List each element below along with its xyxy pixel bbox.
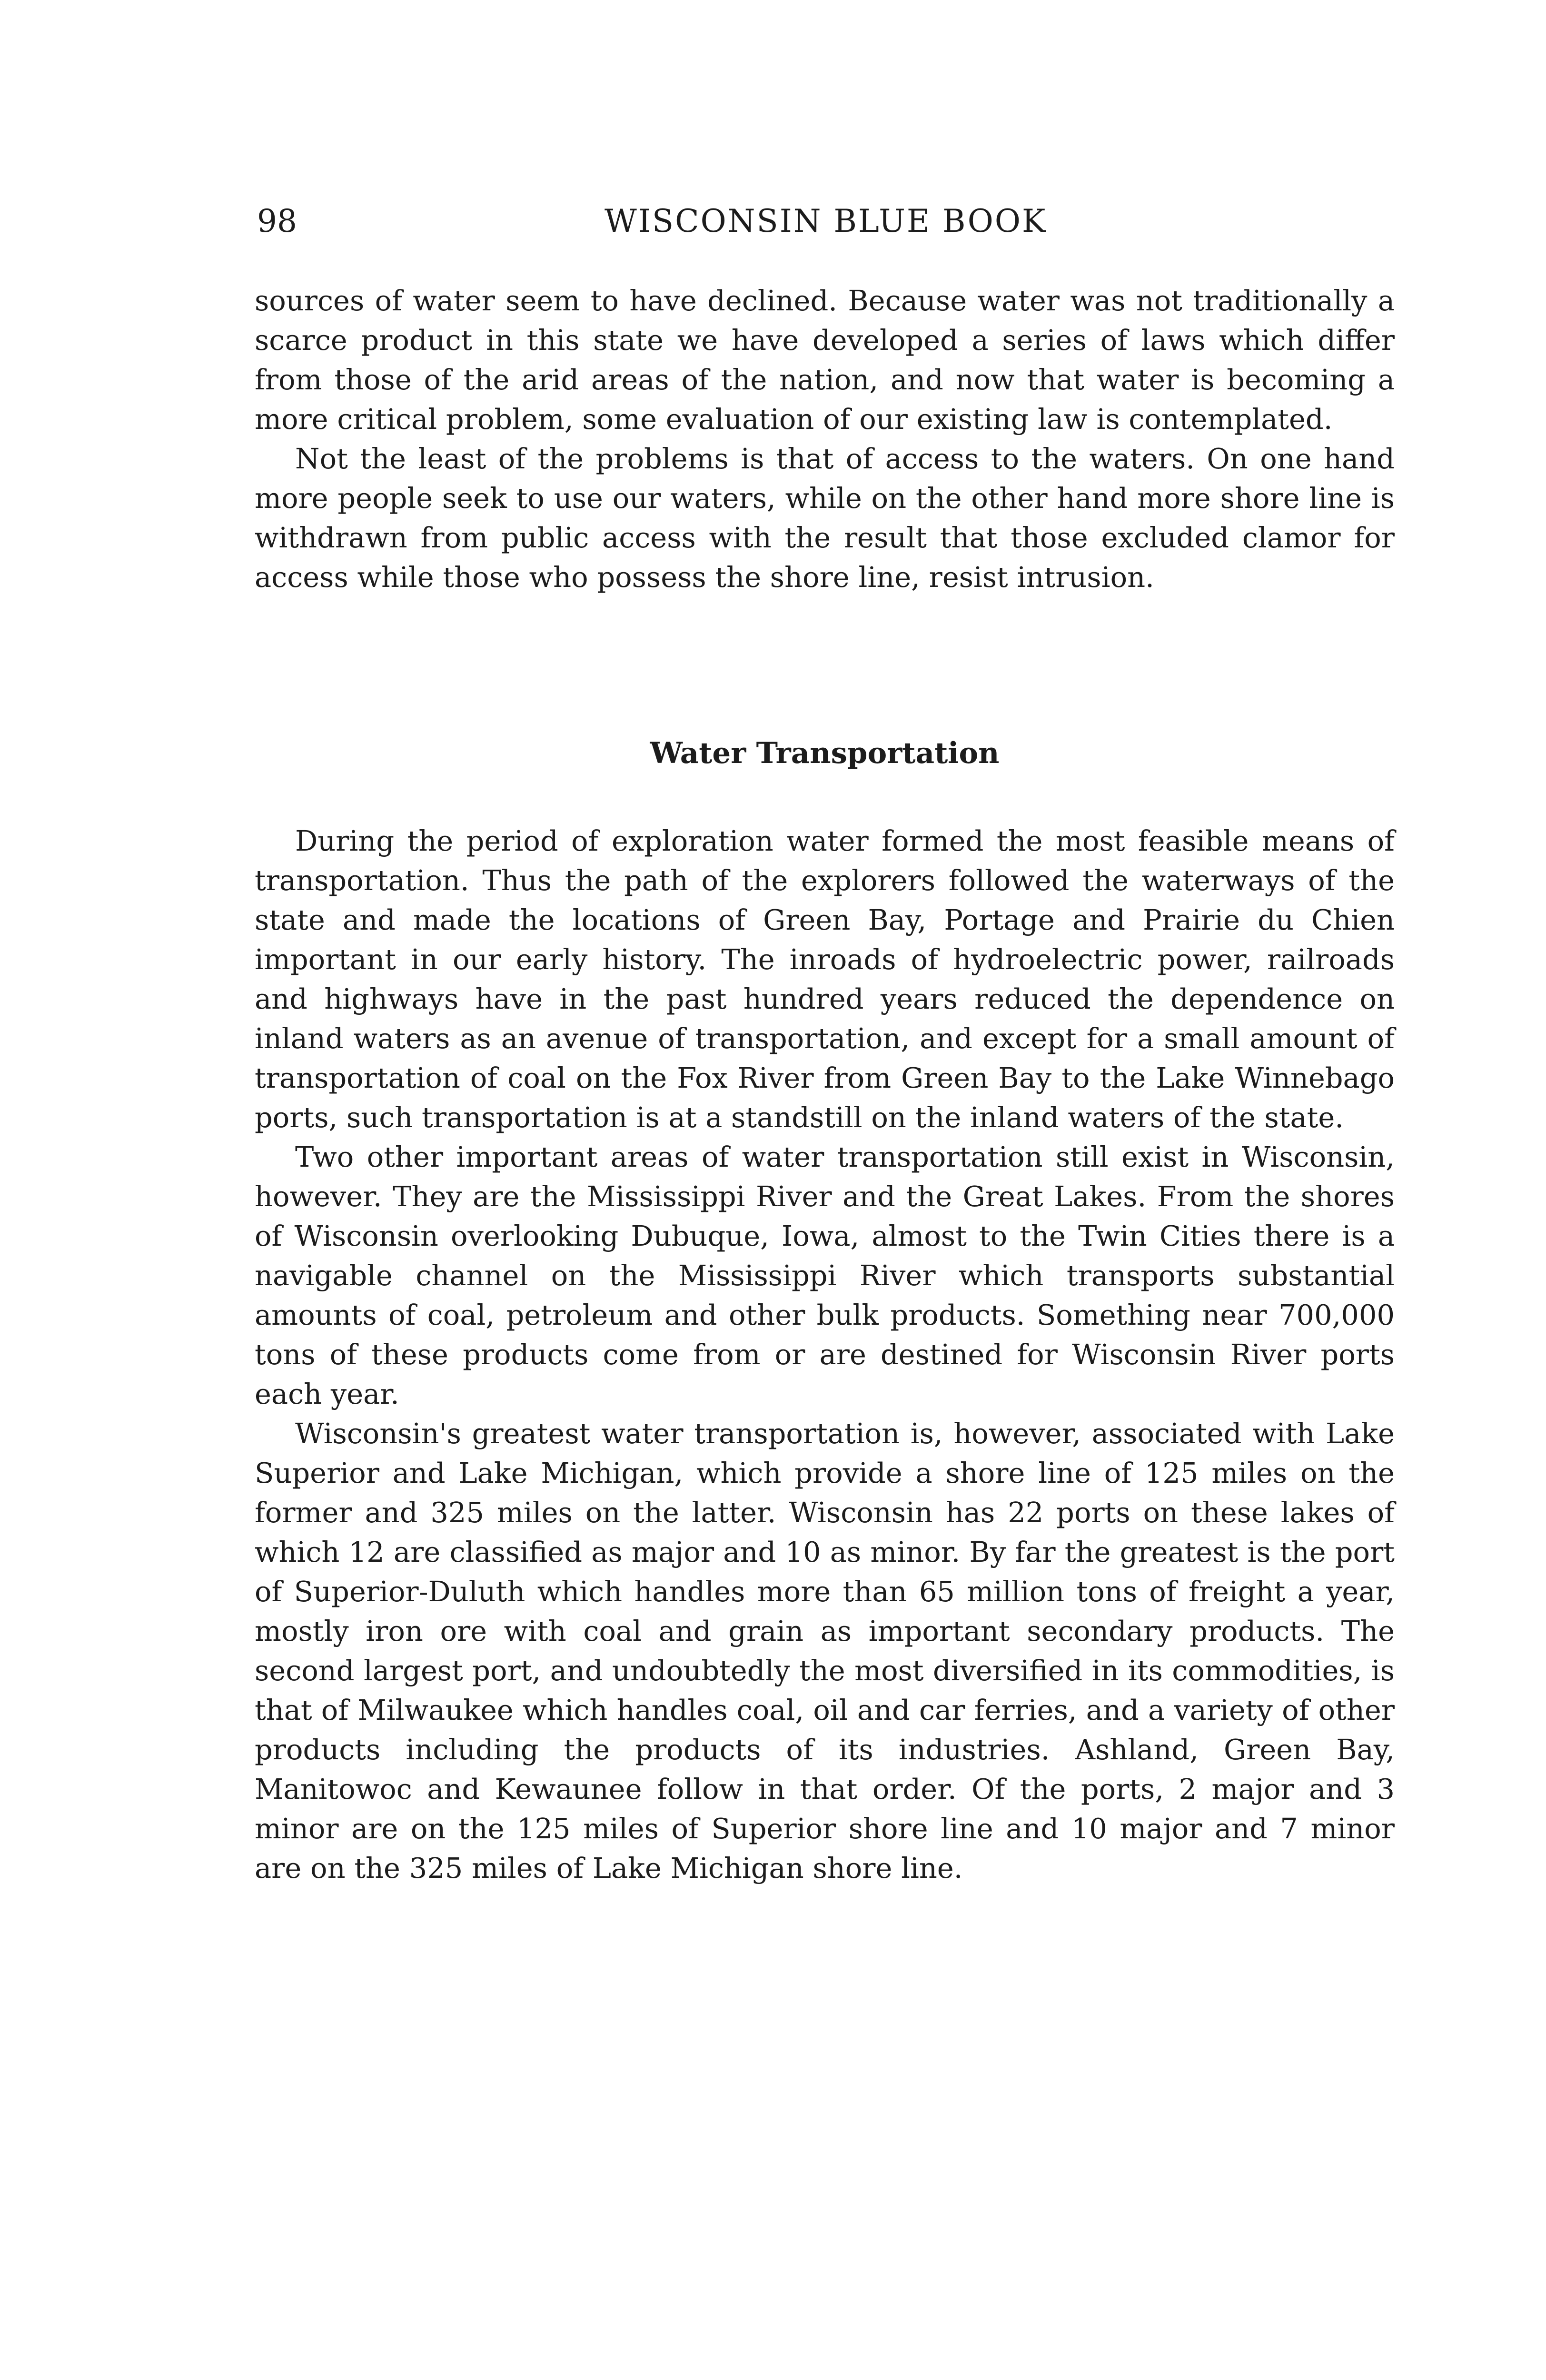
page-number: 98 <box>257 203 297 239</box>
section-heading: Water Transportation <box>650 736 1000 770</box>
text-block-top <box>255 281 1395 597</box>
running-title: WISCONSIN BLUE BOOK <box>605 203 1047 239</box>
paragraph-access: Not the least of the problems is that of access to the waters. On one hand more people seek to use our waters, while on the other hand more shore line is withdrawn from public access with the result that those excluded clamor for access while those who possess the shore line, resist intrusion. <box>255 442 1395 594</box>
paragraph-great-lakes: Wisconsin's greatest water transportation is, however, associated with Lake Superior and Lake Michigan, which provide a shore line of 125 miles on the former and 325 miles on the latter. Wisconsin has 22 ports on these lakes of which 12 are classified as major and 10 as minor. By far the greatest is the port of Superior-Duluth which handles more than 65 million tons of freight a year, mostly iron ore with coal and grain as important secondary products. The second largest port, and undoubtedly the most diversified in its commodities, is that of Milwaukee which handles coal, oil and car ferries, and a variety of other products including the products of its industries. Ashland, Green Bay, Manitowoc and Kewaunee follow in that order. Of the ports, 2 major and 3 minor are on the 125 miles of Superior shore line and 10 major and 7 minor are on the 325 miles of Lake Michigan shore line. <box>255 1417 1395 1884</box>
paragraph-continued: sources of water seem to have declined. Because water was not traditionally a scarce product in this state we have developed a series of laws which differ from those of the arid areas of the nation, and now that water is becoming a more critical problem, some evaluation of our existing law is contemplated. <box>255 284 1395 436</box>
text-block-transportation <box>255 821 1395 1888</box>
running-head <box>257 195 1409 248</box>
paragraph-mississippi: Two other important areas of water transportation still exist in Wisconsin, however. They are the Mississippi River and the Great Lakes. From the shores of Wisconsin overlooking Dubuque, Iowa, almost to the Twin Cities there is a navigable channel on the Mississippi River which transports substantial amounts of coal, petroleum and other bulk products. Something near 700,000 tons of these products come from or are destined for Wisconsin River ports each year. <box>255 1140 1395 1410</box>
paragraph-exploration: During the period of exploration water formed the most feasible means of transportation. Thus the path of the explorers followed the waterways of the state and made the locations of Green Bay, Portage and Prairie du Chien important in our early history. The inroads of hydroelectric power, railroads and highways have in the past hundred years reduced the dependence on inland waters as an avenue of transportation, and except for a small amount of transportation of coal on the Fox River from Green Bay to the Lake Winnebago ports, such transportation is at a standstill on the inland waters of the state. <box>255 824 1395 1134</box>
